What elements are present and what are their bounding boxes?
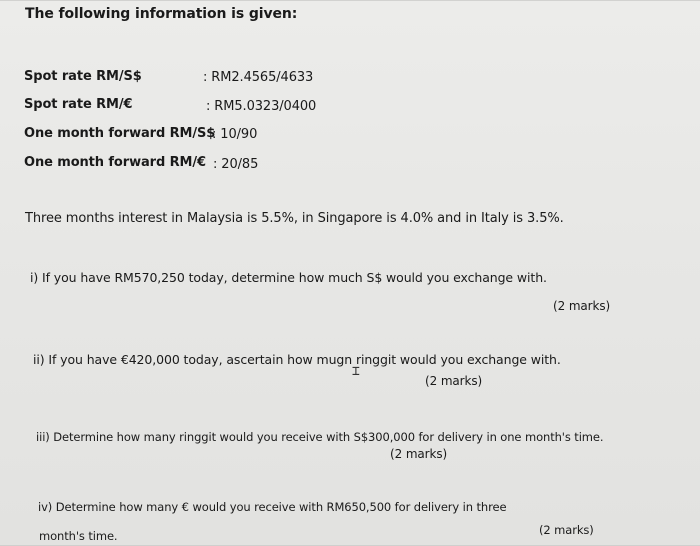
rate-label-fwd-eur: One month forward RM/€ xyxy=(24,155,206,170)
question-1-text: i) If you have RM570,250 today, determine how much S$ would you exchange with. xyxy=(30,270,547,285)
top-edge xyxy=(0,0,700,1)
rate-label-spot-eur: Spot rate RM/€ xyxy=(24,97,133,112)
interest-statement: Three months interest in Malaysia is 5.5%, in Singapore is 4.0% and in Italy is 3.5%. xyxy=(25,211,564,226)
question-4-text: iv) Determine how many € would you receive with RM650,500 for delivery in three xyxy=(38,500,507,514)
question-2-marks: (2 marks) xyxy=(425,374,483,388)
rate-value-spot-sgd: : RM2.4565/4633 xyxy=(203,70,314,85)
rate-value-fwd-eur: : 20/85 xyxy=(213,157,259,172)
page-title: The following information is given: xyxy=(25,6,298,22)
rate-label-fwd-sgd: One month forward RM/S$ xyxy=(24,126,216,141)
question-3-text: iii) Determine how many ringgit would you receive with S$300,000 for delivery in one month's time. xyxy=(36,430,604,444)
text-cursor-icon: ⌶ xyxy=(352,364,360,379)
rate-value-fwd-sgd: : 10/90 xyxy=(212,127,258,142)
question-2-text: ii) If you have €420,000 today, ascertain how mugn ringgit would you exchange with. xyxy=(33,352,561,367)
question-3-marks: (2 marks) xyxy=(390,447,448,461)
question-4-marks: (2 marks) xyxy=(539,523,594,537)
rate-label-spot-sgd: Spot rate RM/S$ xyxy=(24,69,142,84)
question-1-marks: (2 marks) xyxy=(553,299,611,313)
rate-value-spot-eur: : RM5.0323/0400 xyxy=(206,99,317,114)
question-4-text-continued: month's time. xyxy=(39,529,118,543)
